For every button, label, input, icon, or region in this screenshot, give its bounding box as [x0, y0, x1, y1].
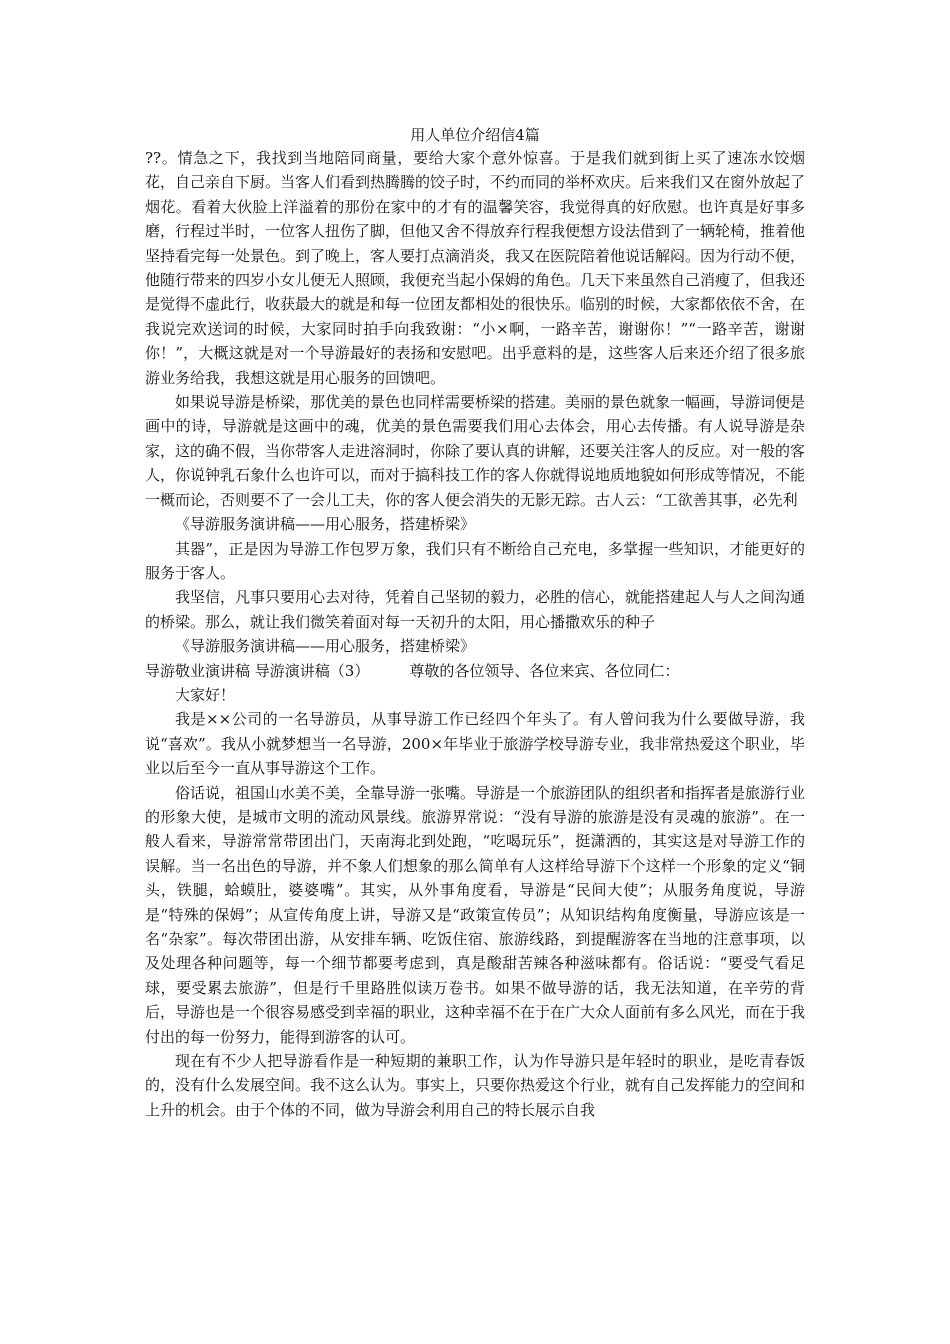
paragraph: 我是××公司的一名导游员，从事导游工作已经四个年头了。有人曾问我为什么要做导游，我说“喜欢”。我从小就梦想当一名导游，200×年毕业于旅游学校导游专业，我非常热爱这个职业，毕业以后至今一直从事导游这个工作。	[145, 710, 805, 778]
section-heading-line	[145, 659, 805, 683]
section-heading: 导游敬业演讲稿 导游演讲稿（3）	[145, 661, 370, 680]
article-citation: 《导游服务演讲稿——用心服务，搭建桥梁》	[175, 637, 476, 656]
paragraph: 现在有不少人把导游看作是一种短期的兼职工作，认为作导游只是年轻时的职业，是吃青春饭的，没有什么发展空间。我不这么认为。事实上，只要你热爱这个行业，就有自己发挥能力的空间和上升的机会。由于个体的不同，做为导游会利用自己的特长展示自我	[145, 1052, 806, 1119]
paragraph: 其器”，正是因为导游工作包罗万象，我们只有不断给自己充电，多掌握一些知识，才能更好的服务于客人。	[145, 539, 805, 582]
paragraph: 俗话说，祖国山水美不美，全靠导游一张嘴。导游是一个旅游团队的组织者和指挥者是旅游行业的形象大使，是城市文明的流动风景线。旅游界常说：“没有导游的旅游是没有灵魂的旅游”。在一般人看来，导游常常带团出门，天南海北到处跑，“吃喝玩乐”，挺潇洒的，其实这是对导游工作的误解。当一名出色的导游，并不象人们想象的那么简单有人这样给导游下个这样一个形象的定义“铜头，铁腿，蛤蟆肚，婆婆嘴”。其实，从外事角度看，导游是“民间大使”；从服务角度说，导游是“特殊的保姆”；从宣传角度上讲，导游又是“政策宣传员”；从知识结构角度衡量，导游应该是一名“杂家”。每次带团出游，从安排车辆、吃饭住宿、旅游线路，到提醒游客在当地的注意事项，以及处理各种问题等，每一个细节都要考虑到，真是酸甜苦辣各种滋味都有。俗话说：“要受气看足球，要受累去旅游”，但是行千里路胜似读万卷书。如果不做导游的话，我无法知道，在辛劳的背后，导游也是一个很容易感受到幸福的职业，这种幸福不在于在广大众人面前有多么风光，而在于我付出的每一份努力，能得到游客的认可。	[145, 783, 806, 1046]
document-body	[145, 146, 805, 1122]
paragraph: 如果说导游是桥梁，那优美的景色也同样需要桥梁的搭建。美丽的景色就象一幅画，导游词便是画中的诗，导游就是这画中的魂，优美的景色需要我们用心去体会，用心去传播。有人说导游是杂家，这的确不假，当你带客人走进溶洞时，你除了要认真的讲解，还要关注客人的反应。对一般的客人，你说钟乳石象什么也许可以，而对于搞科技工作的客人你就得说地质地貌如何形成等情况，不能一概而论，否则要不了一会儿工夫，你的客人便会消失的无影无踪。古人云：“工欲善其事，必先利	[145, 393, 806, 509]
document-title: 用人单位介绍信4篇	[410, 126, 540, 144]
salutation: 尊敬的各位领导、各位来宾、各位同仁：	[409, 661, 680, 680]
greeting: 大家好！	[175, 685, 236, 704]
article-citation: 《导游服务演讲稿——用心服务，搭建桥梁》	[175, 515, 476, 534]
paragraph: 我坚信，凡事只要用心去对待，凭着自己坚韧的毅力，必胜的信心，就能搭建起人与人之间沟通的桥梁。那么，就让我们微笑着面对每一天初升的太阳，用心播撒欢乐的种子	[145, 588, 806, 631]
paragraph: ??。情急之下，我找到当地陪同商量，要给大家个意外惊喜。于是我们就到街上买了速冻水饺烟花，自己亲自下厨。当客人们看到热腾腾的饺子时，不约而同的举杯欢庆。后来我们又在窗外放起了烟花。看着大伙脸上洋溢着的那份在家中的才有的温馨笑容，我觉得真的好欣慰。也许真是好事多磨，行程过半时，一位客人扭伤了脚，但他又舍不得放弃行程我便想方设法借到了一辆轮椅，推着他坚持看完每一处景色。到了晚上，客人要打点滴消炎，我又在医院陪着他说话解闷。因为行动不便，他随行带来的四岁小女儿便无人照顾，我便充当起小保姆的角色。几天下来虽然自己消瘦了，但我还是觉得不虚此行，收获最大的就是和每一位团友都相处的很快乐。临别的时候，大家都依依不舍，在我说完欢送词的时候，大家同时拍手向我致谢：“小×啊，一路辛苦，谢谢你！”“一路辛苦，谢谢你！”，大概这就是对一个导游最好的表扬和安慰吧。出乎意料的是，这些客人后来还介绍了很多旅游业务给我，我想这就是用心服务的回馈吧。	[145, 149, 806, 387]
